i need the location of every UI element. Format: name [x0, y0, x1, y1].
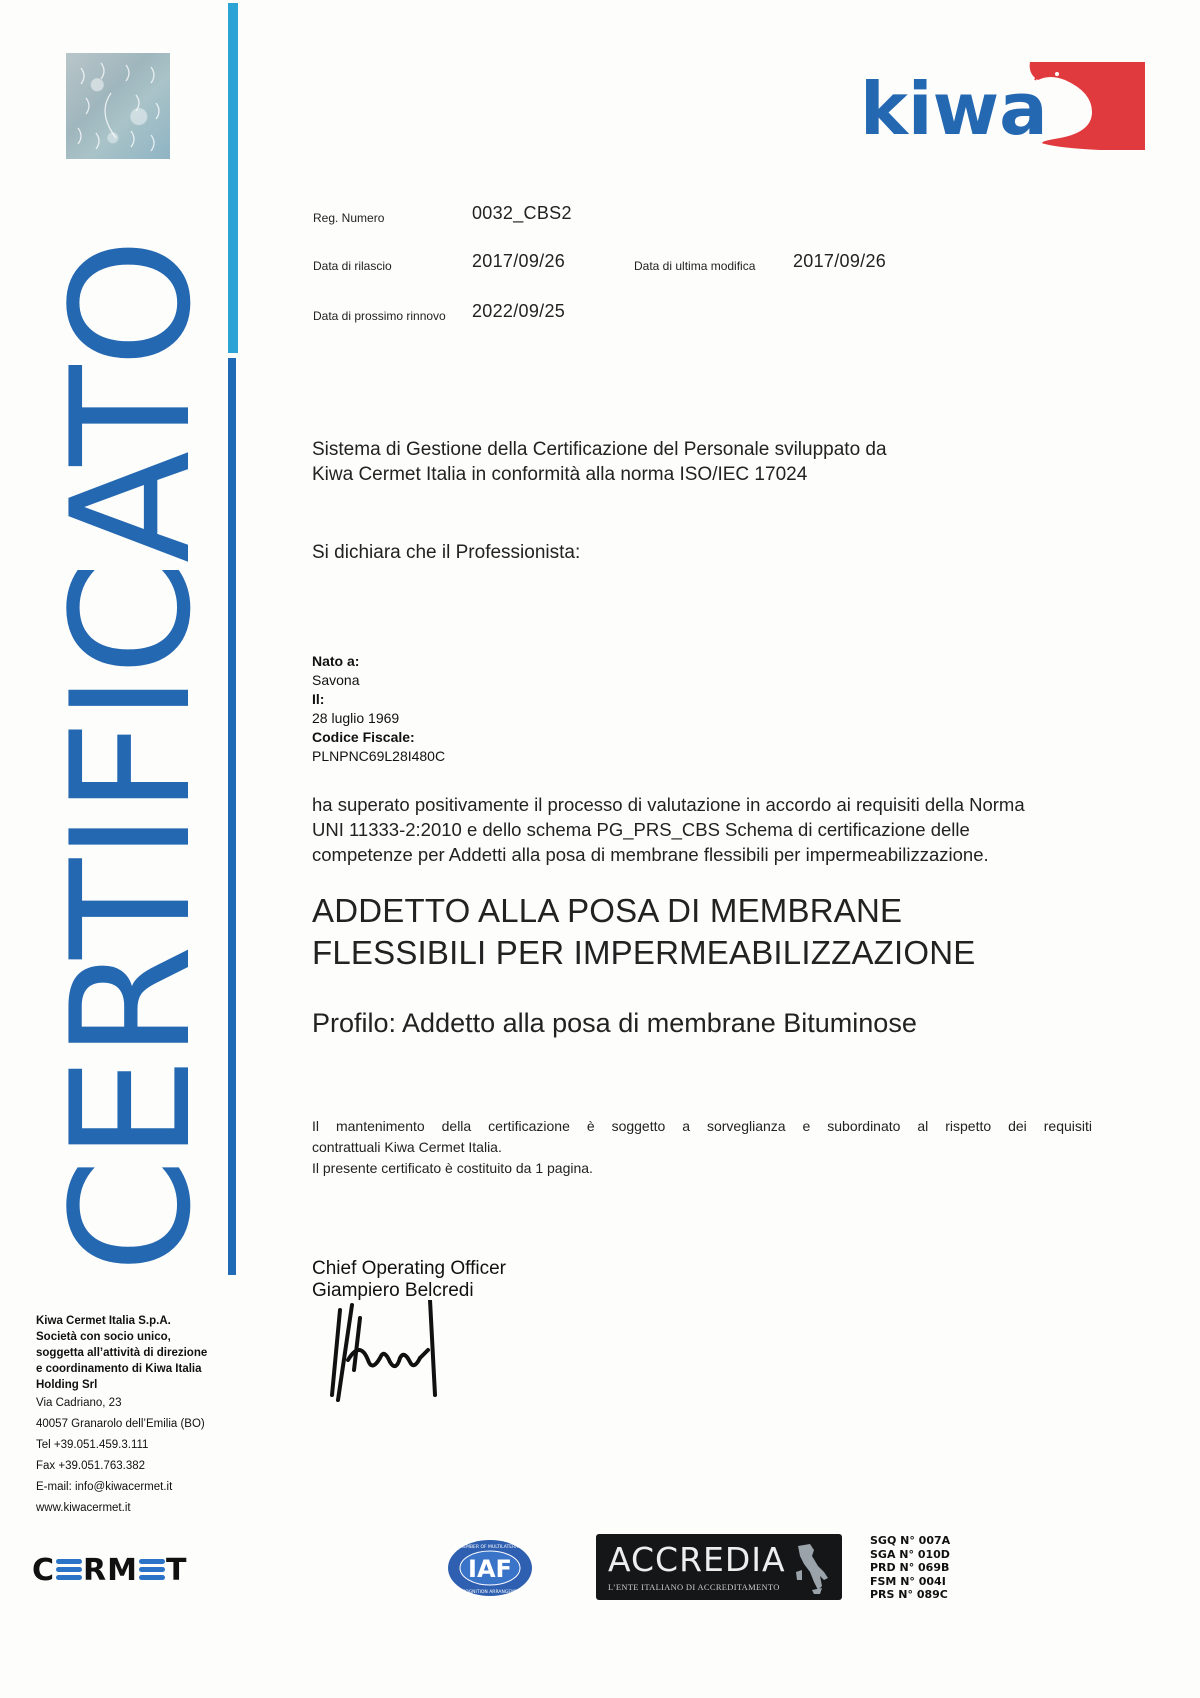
- hologram-seal: [66, 53, 170, 159]
- last-modified-label: Data di ultima modifica: [634, 259, 756, 273]
- date-label: Il:: [312, 691, 325, 707]
- company-email[interactable]: E-mail: info@kiwacermet.it: [36, 1481, 173, 1493]
- cermet-letter: R: [83, 1553, 108, 1588]
- iaf-seal-icon: [446, 1538, 534, 1598]
- accent-bar-bottom: [228, 358, 236, 1275]
- handwritten-signature-icon: [320, 1300, 450, 1420]
- issue-date-value: 2017/09/26: [472, 251, 566, 271]
- company-desc: soggetta all’attività di direzione: [36, 1347, 208, 1359]
- cermet-e-bars-icon: [139, 1559, 165, 1581]
- assessment-line: competenze per Addetti alla posa di membrane flessibili per impermeabilizzazione.: [312, 844, 989, 865]
- birth-date: 28 luglio 1969: [312, 710, 400, 726]
- cermet-letter: T: [166, 1553, 188, 1588]
- born-label: Nato a:: [312, 653, 360, 669]
- renewal-date-label: Data di prossimo rinnovo: [313, 309, 446, 323]
- signatory-role: Chief Operating Officer: [312, 1258, 506, 1279]
- kiwa-logo: [860, 52, 1150, 152]
- qualification-profile: Profilo: Addetto alla posa di membrane Bituminose: [312, 1008, 917, 1038]
- kiwa-beaver-logo-icon: [860, 52, 1150, 152]
- intro-line: Kiwa Cermet Italia in conformità alla norma ISO/IEC 17024: [312, 464, 808, 485]
- tax-code-label: Codice Fiscale:: [312, 729, 415, 745]
- accreditation-code: FSM N° 004I: [870, 1574, 946, 1588]
- svg-text:MEMBER OF MULTILATERAL: MEMBER OF MULTILATERAL: [459, 1545, 521, 1550]
- accreditation-codes: [870, 1534, 950, 1602]
- accredia-name: ACCREDIA: [608, 1540, 786, 1579]
- assessment-text: [312, 792, 1025, 867]
- company-city: 40057 Granarolo dell’Emilia (BO): [36, 1418, 205, 1430]
- notes-line: Il mantenimento della certificazione è soggetto a sorveglianza e subordinato al rispetto dei requisiti: [312, 1118, 1092, 1134]
- qualification-title: [312, 890, 976, 974]
- company-phone: Tel +39.051.459.3.111: [36, 1439, 149, 1451]
- svg-text:IAF: IAF: [468, 1555, 512, 1583]
- intro-text: [312, 437, 887, 487]
- renewal-date-value: 2022/09/25: [472, 301, 566, 321]
- company-desc: e coordinamento di Kiwa Italia: [36, 1363, 202, 1375]
- declaration-text: Si dichiara che il Professionista:: [312, 542, 581, 563]
- italy-map-icon: [792, 1542, 832, 1596]
- maintenance-notes: [312, 1116, 1092, 1179]
- accredia-logo: [596, 1534, 842, 1600]
- qualification-title-line: FLESSIBILI PER IMPERMEABILIZZAZIONE: [312, 934, 976, 971]
- company-website[interactable]: www.kiwacermet.it: [36, 1502, 131, 1514]
- notes-line: contrattuali Kiwa Cermet Italia.: [312, 1139, 502, 1155]
- born-place: Savona: [312, 672, 360, 688]
- cermet-letter: C: [32, 1553, 56, 1588]
- tax-code: PLNPNC69L28I480C: [312, 748, 446, 764]
- notes-line: Il presente certificato è costituito da 1 pagina.: [312, 1160, 593, 1176]
- reg-number-value: 0032_CBS2: [472, 203, 572, 223]
- svg-text:RECOGNITION ARRANGEMENT: RECOGNITION ARRANGEMENT: [455, 1590, 525, 1595]
- qualification-title-line: ADDETTO ALLA POSA DI MEMBRANE: [312, 892, 903, 929]
- cermet-e-bars-icon: [56, 1559, 82, 1581]
- iaf-logo: [446, 1538, 534, 1598]
- accreditation-code: PRS N° 089C: [870, 1588, 948, 1601]
- reg-number-label: Reg. Numero: [313, 211, 385, 225]
- signature: [320, 1300, 450, 1420]
- accreditation-code: PRD N° 069B: [870, 1561, 950, 1574]
- cermet-letter: M: [107, 1553, 138, 1588]
- accreditation-code: SGQ N° 007A: [870, 1534, 951, 1547]
- cermet-logo: [32, 1553, 187, 1588]
- company-address: Via Cadriano, 23: [36, 1397, 122, 1409]
- company-desc: Società con socio unico,: [36, 1331, 171, 1343]
- issue-date-label: Data di rilascio: [313, 259, 392, 273]
- person-details: [312, 652, 445, 766]
- certificate-vertical-title: CERTIFICATO: [36, 240, 227, 1273]
- assessment-line: UNI 11333-2:2010 e dello schema PG_PRS_CBS Schema di certificazione delle: [312, 819, 970, 840]
- signatory-name: Giampiero Belcredi: [312, 1280, 474, 1301]
- company-info: [36, 1313, 207, 1519]
- accreditation-code: SGA N° 010D: [870, 1547, 950, 1561]
- assessment-line: ha superato positivamente il processo di valutazione in accordo ai requisiti della Norma: [312, 794, 1025, 815]
- company-name: Kiwa Cermet Italia S.p.A.: [36, 1315, 171, 1327]
- company-desc: Holding Srl: [36, 1379, 98, 1391]
- accent-bar-top: [228, 3, 238, 353]
- svg-text:kiwa: kiwa: [860, 67, 1048, 151]
- company-fax: Fax +39.051.763.382: [36, 1460, 146, 1472]
- intro-line: Sistema di Gestione della Certificazione del Personale sviluppato da: [312, 439, 887, 460]
- signatory: [312, 1258, 506, 1302]
- accredia-subtitle: L’ENTE ITALIANO DI ACCREDITAMENTO: [608, 1582, 780, 1592]
- hologram-pattern-icon: [66, 53, 170, 159]
- last-modified-value: 2017/09/26: [793, 251, 887, 271]
